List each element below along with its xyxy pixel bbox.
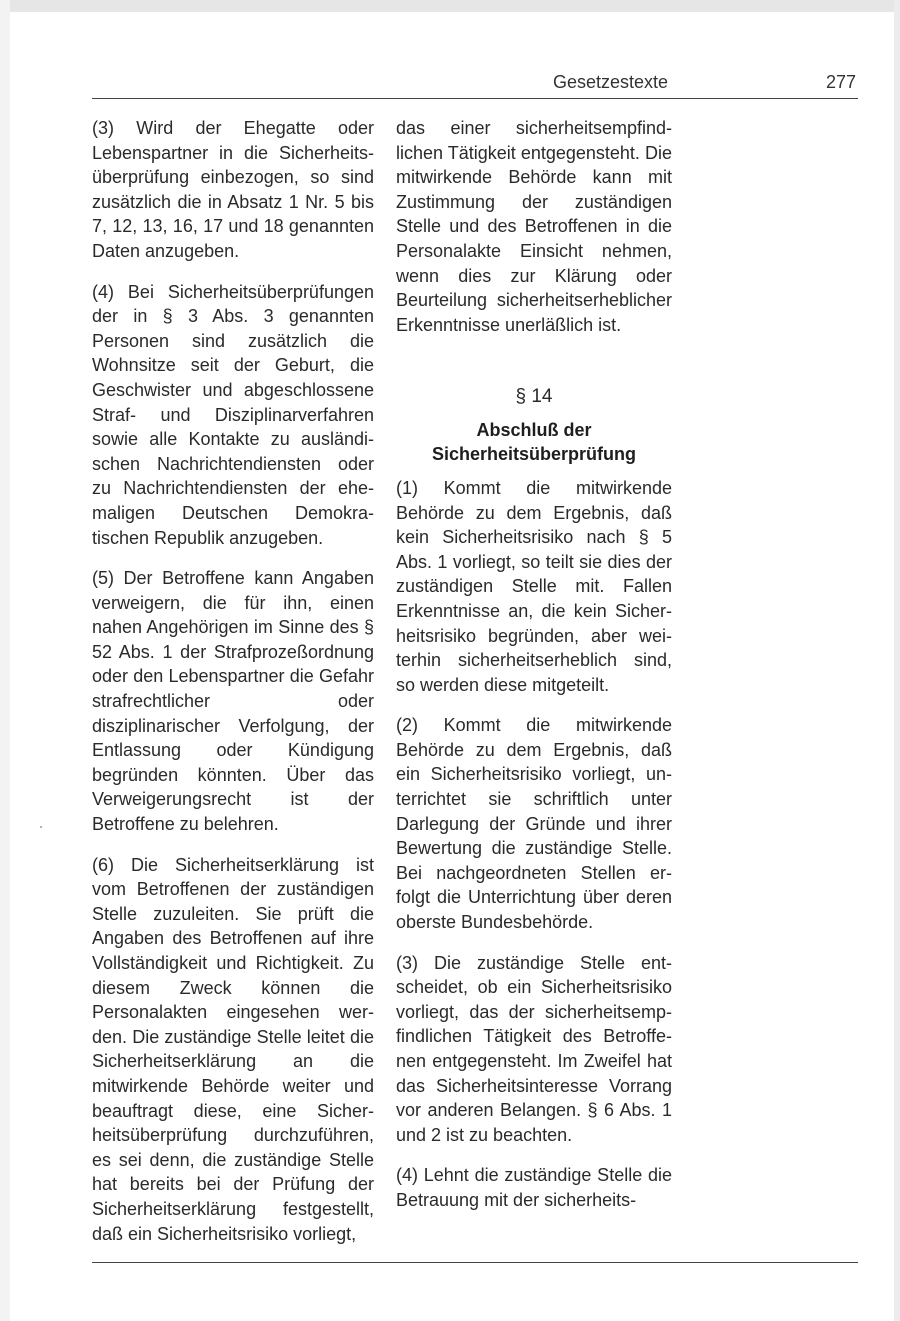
section-title-line-1: Abschluß der xyxy=(476,419,592,440)
section-paragraph-1: (1) Kommt die mitwirkende Behörde zu dem Ergebnis, daß kein Sicherheitsrisiko nach § 5 Abs. 1 vorliegt, so teilt sie dies der zuständigen Stelle mit. Fallen Erkenntnisse an, die kein Sicherheitsrisiko begründen, aber weiterhin sicherheitserheblich sind, so werden diese mitgeteilt. xyxy=(396,477,672,695)
paragraph-continuation: das einer sicherheitsempfindlichen Tätigkeit entgegensteht. Die mitwirkende Behörde kann mit Zustimmung der zuständigen Stelle und des Betroffenen in die Personalakte Einsicht nehmen, wenn dies zur Klärung oder Beurteilung sicherheitserheblicher Erkenntnisse unerläßlich ist. xyxy=(396,118,672,335)
scan-edge-right xyxy=(894,0,900,1321)
page-number: 277 xyxy=(825,72,856,92)
section-title-line-2: Sicherheitsüberprüfung xyxy=(431,443,637,464)
section-paragraph-2: (2) Kommt die mitwirkende Behörde zu dem Ergebnis, daß ein Sicherheitsrisiko vorliegt, unterrichtet sie schriftlich unter Darlegung der Gründe und ihrer Bewertung die zuständige Stelle. Bei nachgeordneten Stellen erfolgt die Unterrichtung über deren oberste Bundesbehörde. xyxy=(396,715,672,933)
section-title xyxy=(396,418,672,466)
footer-rule xyxy=(92,1262,858,1263)
left-column xyxy=(92,116,374,1262)
right-column xyxy=(396,116,672,1229)
paragraph-6: (6) Die Sicherheitserklärung ist vom Betroffenen der zuständigen Stelle zuzuleiten. Sie prüft die Angaben des Betroffenen auf ihre Vollständigkeit und Richtigkeit. Zu diesem Zweck können die Personalakten eingesehen werden. Die zuständige Stelle leitet die Sicherheitserklärung an die mitwirkende Behörde weiter und beauftragt diese, eine Sicherheitsüberprüfung durchzuführen, es sei denn, die zuständige Stelle hat bereits bei der Prüfung der Sicherheitserklärung festgestellt, daß ein Sicherheitsrisiko vorliegt, xyxy=(92,854,374,1244)
section-paragraph-4: (4) Lehnt die zuständige Stelle die Betrauung mit der sicherheits- xyxy=(396,1165,672,1210)
paragraph-5: (5) Der Betroffene kann Angaben verweigern, die für ihn, einen nahen Angehörigen im Sinne des § 52 Abs. 1 der Strafprozeßordnung oder den Lebenspartner die Gefahr strafrechtlicher oder disziplinarischer Verfolgung, der Entlassung oder Kündigung begründen könnten. Über das Verweigerungsrecht ist der Betroffene zu belehren. xyxy=(92,568,374,835)
header-section-title: Gesetzestexte xyxy=(552,72,668,92)
section-paragraph-3: (3) Die zuständige Stelle entscheidet, ob ein Sicherheitsrisiko vorliegt, das der sicherheitsempfindlichen Tätigkeit des Betroffenen entgegensteht. Im Zweifel hat das Sicherheitsinteresse Vorrang vor anderen Belangen. § 6 Abs. 1 und 2 ist zu beachten. xyxy=(396,952,672,1145)
scan-edge-top xyxy=(0,0,900,12)
section-number: § 14 xyxy=(515,386,553,408)
paragraph-4: (4) Bei Sicherheitsüberprüfungen der in § 3 Abs. 3 genannten Personen sind zusätzlich die Wohnsitze seit der Geburt, die Geschwister und abgeschlossene Straf- und Disziplinarverfahren sowie alle Kontakte zu ausländischen Nachrichtendiensten oder zu Nachrichtendiensten der ehemaligen Deutschen Demokratischen Republik anzugeben. xyxy=(92,281,374,548)
scan-speck xyxy=(40,826,42,828)
header-rule xyxy=(92,98,858,99)
scan-edge-left xyxy=(0,0,10,1321)
paragraph-3: (3) Wird der Ehegatte oder Lebenspartner in die Sicherheitsüberprüfung einbezogen, so sind zusätzlich die in Absatz 1 Nr. 5 bis 7, 12, 13, 16, 17 und 18 genannten Daten anzugeben. xyxy=(92,118,374,261)
running-header xyxy=(92,70,858,98)
